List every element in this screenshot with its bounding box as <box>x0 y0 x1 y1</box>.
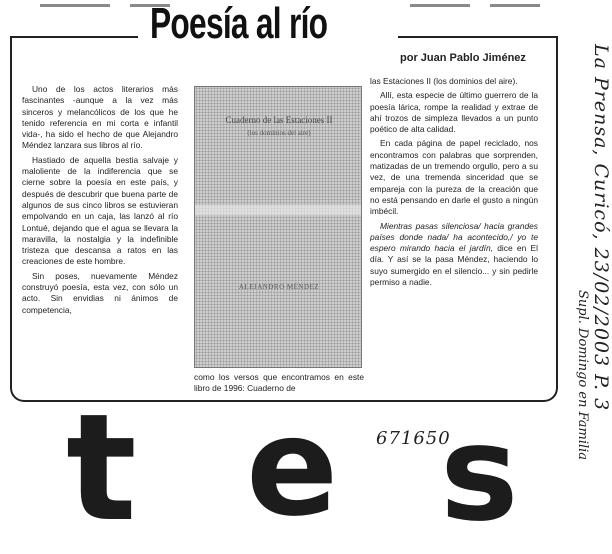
book-cover-title: Cuaderno de las Estaciones II <box>225 115 333 125</box>
book-cover-author: ALEJANDRO MÉNDEZ <box>238 283 320 291</box>
article-left-column <box>22 84 178 396</box>
poem-quote: Mientras pasas silenciosa/ hacia grandes países donde nada/ ha acontecido,/ yo te espero mirando hacia el jardín, <box>370 220 538 254</box>
byline: por Juan Pablo Jiménez <box>400 52 526 64</box>
paragraph <box>370 221 538 289</box>
book-cover-subtitle: (los dominios del aire) <box>247 129 311 137</box>
decorative-letter-e: e <box>246 389 339 547</box>
handwritten-supplement-note: Supl. Domingo en Familia <box>575 290 590 461</box>
quote-continuation: dice en El día. Y así se la pasa Méndez, haciendo lo suyo sumergido en el silencio... y sin pedirle permiso a nadie. <box>370 243 538 288</box>
paragraph: Uno de los actos literarios más fascinantes -aunque a la vez más sinceros y melancólicos de los que he tenido referencia en mi corta e infantil vida-, ha sido el hecho de que Alejandro Méndez lanzara sus libros al río. <box>22 84 178 151</box>
book-cover-photo <box>194 86 362 368</box>
decorative-letter-s: s <box>440 397 519 551</box>
paragraph: Hastiado de aquella bestia salvaje y maloliente de la indiferencia que se cierne sobre la poesía en este país, y después de descubrir que buena parte de algunos de sus cinco libros se estuvieran empolvando en un caja, las lanzó al río Lontué, dejando que el agua se llevara la maravilla, la nostalgia y la indefinible tristeza que descansa a ratos en las creaciones de este hombre. <box>22 154 178 267</box>
headline: Poesía al río <box>150 0 328 48</box>
paragraph: como los versos que encontramos en este libro de 1996: Cuaderno de <box>194 372 364 394</box>
article-right-column <box>370 76 538 398</box>
handwritten-source-note: La Prensa, Curicó, 23/02/2003 P. 3 <box>590 44 612 412</box>
photo-band <box>195 205 361 215</box>
decorative-letter-t: t <box>66 382 137 554</box>
paragraph: las Estaciones II (los dominios del aire). <box>370 76 518 86</box>
paragraph: Allí, esta especie de último guerrero de la poesía lárica, rompe la realidad y extrae de ahí trozos de simpleza llevados a un punto poético de alta calidad. <box>370 90 538 135</box>
paragraph: Sin poses, nuevamente Méndez construyó poesía, esta vez, con sólo un acto. Sin envidias ni ánimos de competencia, <box>22 270 178 315</box>
paragraph: En cada página de papel reciclado, nos encontramos con palabras que sorprenden, matizadas de un tremendo orgullo, pero a su vez, de una tremenda sinceridad que se empareja con la pureza de la creación que no está pensando en darle el gusto a ningún imbécil. <box>370 138 538 217</box>
handwritten-catalog-number: 671650 <box>376 428 451 449</box>
